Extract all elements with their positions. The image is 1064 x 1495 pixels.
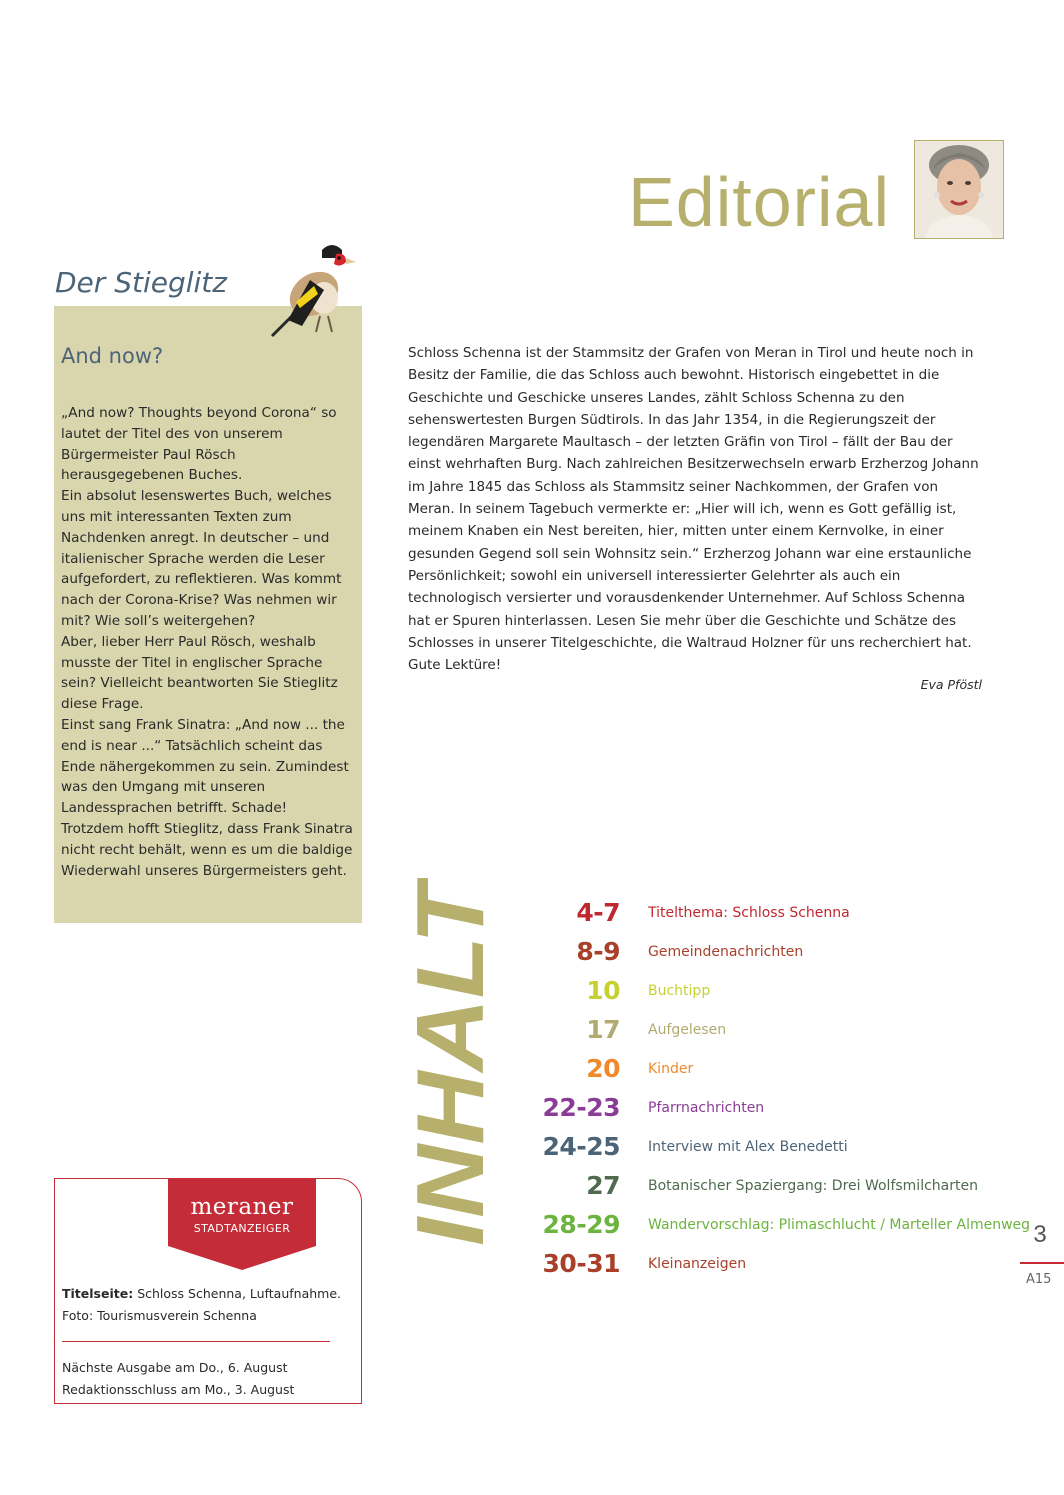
toc-page-number: 10 [586,976,620,1005]
photo-credit: Foto: Tourismusverein Schenna [62,1308,257,1323]
editorial-title: Editorial [628,163,890,241]
page-number-rule [1020,1262,1064,1264]
goldfinch-bird-icon [262,236,358,340]
toc-page-number: 27 [586,1171,620,1200]
toc-title: Wandervorschlag: Plimaschlucht / Marteller Almenweg [648,1217,1031,1233]
inhalt-heading-text: INHALT [405,901,504,1246]
toc-page-number: 30-31 [542,1249,620,1278]
toc-page-number: 8-9 [576,937,620,966]
stieglitz-paragraph: Ein absolut lesenswertes Buch, welches uns mit interessanten Texten zum Nachdenken anregt. In deutscher – und italienischer Sprache werden die Leser aufgefordert, zu reflektieren. Was kommt nach der Corona-Krise? Was nehmen wir mit? Wie soll’s weitergehen? [61,488,342,629]
logo-subtitle: STADTANZEIGER [193,1222,291,1235]
toc-title: Gemeindenachrichten [648,944,804,960]
inhalt-heading [405,878,505,1248]
edition-label: A15 [1026,1272,1052,1287]
page-number: 3 [1033,1221,1047,1248]
toc-title: Buchtipp [648,983,711,999]
toc-page-number: 24-25 [542,1132,620,1161]
imprint-divider [62,1341,330,1342]
toc-title: Pfarrnachrichten [648,1100,765,1116]
toc-page-number: 28-29 [542,1210,620,1239]
toc-title: Titelthema: Schloss Schenna [648,905,850,921]
stieglitz-paragraph: „And now? Thoughts beyond Corona“ so lautet der Titel des von unserem Bürgermeister Paul Rösch herausgegebenen Buches. [61,405,337,484]
toc-item[interactable] [500,1210,1040,1249]
toc-item[interactable] [500,1054,1040,1093]
toc-item[interactable] [500,1015,1040,1054]
toc-page-number: 22-23 [542,1093,620,1122]
deadline: Redaktionsschluss am Mo., 3. August [62,1382,295,1397]
stieglitz-heading: Der Stieglitz [55,266,227,299]
stieglitz-text [61,403,357,881]
editorial-author: Eva Pföstl [920,677,982,692]
woman-portrait-icon [915,141,1003,238]
author-portrait [914,140,1004,239]
box-heading: And now? [61,344,164,368]
toc-page-number: 4-7 [576,898,620,927]
stieglitz-paragraph: Trotzdem hofft Stieglitz, dass Frank Sinatra nicht recht behält, wenn es um die baldige Wiederwahl unseres Bürgermeisters geht. [61,820,353,879]
toc-item[interactable] [500,937,1040,976]
toc-item[interactable] [500,1093,1040,1132]
stieglitz-paragraph: Aber, lieber Herr Paul Rösch, weshalb musste der Titel in englischer Sprache sein? Vielleicht beantworten Sie Stieglitz diese Frage. [61,633,338,713]
toc-item[interactable] [500,1249,1040,1288]
toc-title: Botanischer Spaziergang: Drei Wolfsmilcharten [648,1178,978,1194]
toc-page-number: 20 [586,1054,620,1083]
toc-item[interactable] [500,976,1040,1015]
credit-text: Schloss Schenna, Luftaufnahme. [133,1286,341,1301]
issue-dates [62,1357,352,1401]
toc-page-number: 17 [586,1015,620,1044]
toc-title: Kleinanzeigen [648,1256,747,1272]
editorial-text: Schloss Schenna ist der Stammsitz der Grafen von Meran in Tirol und heute noch in Besitz der Familie, die das Schloss auch bewohnt. Historisch eingebettet in die Geschichte und Geschicke unseres Landes, zählt Schloss Schenna zu den sehenswertesten Burgen Südtirols. In das Jahr 1354, in die Regierungszeit der legendären Margarete Maultasch – der letzten Gräfin von Tirol – fällt der Bau der einst wehrhaften Burg. Nach zahlreichen Besitzerwechseln erwarb Erzherzog Johann im Jahre 1845 das Schloss als Stammsitz seiner Nachkommen, der Grafen von Meran. In seinem Tagebuch vermerkte er: „Hier will ich, wenn es Gott gefällig ist, meinem Knaben ein Nest bereiten, hier, mitten unter einem Kernvolke, in einer gesunden Gegend soll sein Wohnsitz sein.“ Erzherzog Johann war eine erstaunliche Persönlichkeit; sowohl ein universell interessierter Gelehrter als auch ein technologisch versierter und vorausdenkender Unternehmer. Auf Schloss Schenna hat er Spuren hinterlassen. Lesen Sie mehr über die Geschichte und Schätze des Schlosses in unserer Titelgeschichte, die Waltraud Holzner für uns recherchiert hat. Gute Lektüre! [408,345,979,674]
toc-title: Aufgelesen [648,1022,727,1038]
toc-item[interactable] [500,898,1040,937]
logo-name: meraner [190,1194,294,1220]
stieglitz-paragraph: Einst sang Frank Sinatra: „And now ... the end is near ...“ Tatsächlich scheint das Ende nähergekommen zu sein. Zumindest was den Umgang mit unseren Landessprachen betrifft. Schade! [61,716,349,817]
toc-item[interactable] [500,1132,1040,1171]
toc-list [500,898,1040,1288]
cover-credit [62,1283,352,1327]
next-issue: Nächste Ausgabe am Do., 6. August [62,1360,288,1375]
toc-item[interactable] [500,1171,1040,1210]
toc-title: Interview mit Alex Benedetti [648,1139,848,1155]
credit-label: Titelseite: [62,1286,134,1301]
toc-title: Kinder [648,1061,694,1077]
